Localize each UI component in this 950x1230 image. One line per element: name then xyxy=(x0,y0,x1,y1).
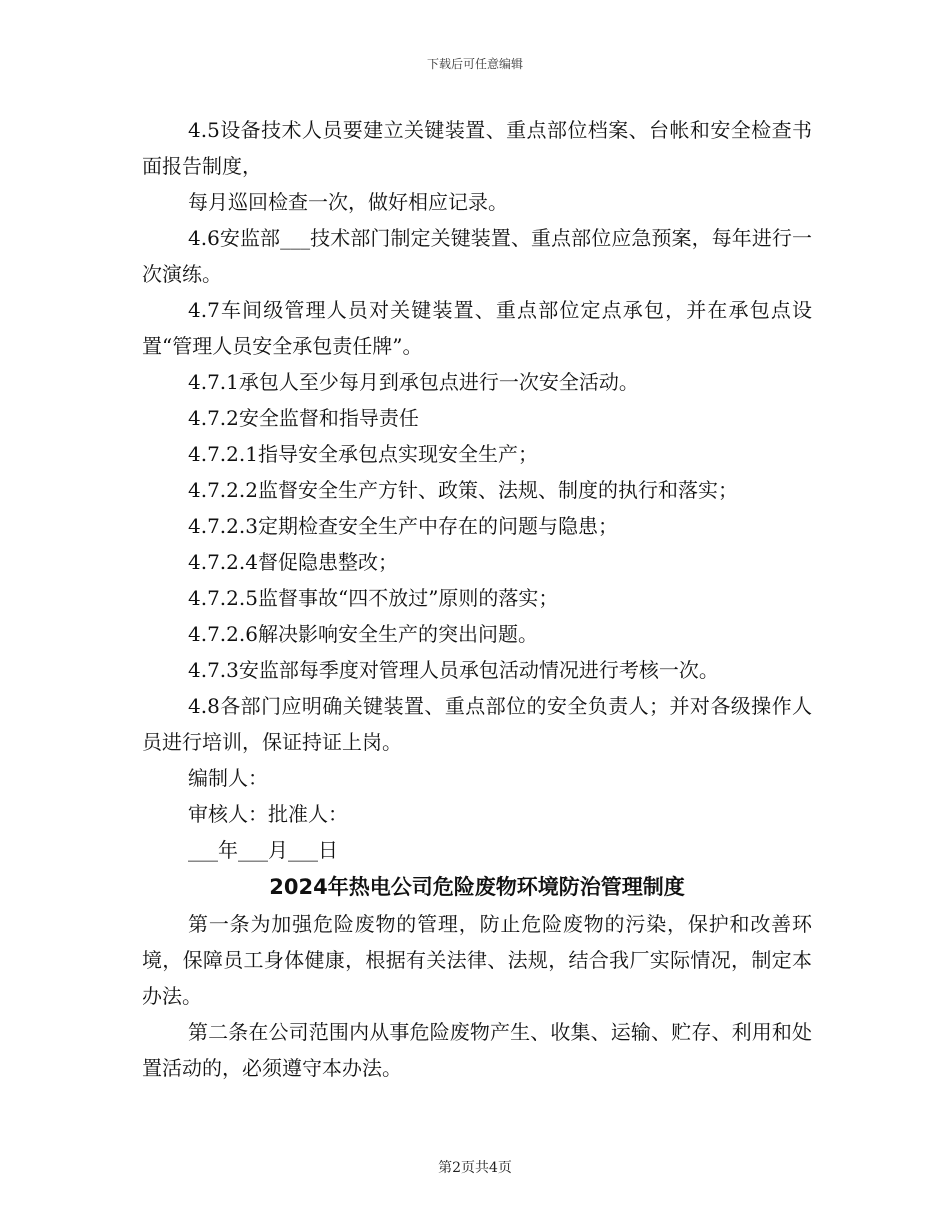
paragraph-4-6: 4.6安监部___技术部门制定关键装置、重点部位应急预案，每年进行一次演练。 xyxy=(142,226,812,286)
date-line: ___年___月___日 xyxy=(188,838,338,862)
paragraph-4-7-2-3: 4.7.2.3定期检查安全生产中存在的问题与隐患； xyxy=(188,514,618,538)
paragraph-4-7-3: 4.7.3安监部每季度对管理人员承包活动情况进行考核一次。 xyxy=(188,658,719,682)
paragraph-4-5: 4.5设备技术人员要建立关键装置、重点部位档案、台帐和安全检查书面报告制度， xyxy=(142,118,812,178)
paragraph-4-7: 4.7车间级管理人员对关键装置、重点部位定点承包，并在承包点设置“管理人员安全承包责任牌”。 xyxy=(142,298,812,358)
paragraph-4-7-2-4: 4.7.2.4督促隐患整改； xyxy=(188,550,398,574)
article-2: 第二条在公司范围内从事危险废物产生、收集、运输、贮存、利用和处置活动的，必须遵守本办法。 xyxy=(142,1020,812,1080)
paragraph-4-7-2-6: 4.7.2.6解决影响安全生产的突出问题。 xyxy=(188,622,538,646)
paragraph-4-7-2: 4.7.2安全监督和指导责任 xyxy=(188,406,419,430)
article-1: 第一条为加强危险废物的管理，防止危险废物的污染，保护和改善环境，保障员工身体健康，根据有关法律、法规，结合我厂实际情况，制定本办法。 xyxy=(142,912,812,1008)
page-footer: 第2页共4页 xyxy=(438,1160,512,1176)
page-header: 下载后可任意编辑 xyxy=(426,57,523,71)
review-approve-line: 审核人：批准人： xyxy=(188,802,348,826)
paragraph-4-8: 4.8各部门应明确关键装置、重点部位的安全负责人；并对各级操作人员进行培训，保证持证上岗。 xyxy=(142,694,812,754)
paragraph-4-7-2-1: 4.7.2.1指导安全承包点实现安全生产； xyxy=(188,442,538,466)
section-title: 2024年热电公司危险废物环境防治管理制度 xyxy=(269,875,685,899)
document-body xyxy=(142,112,812,1086)
paragraph-monthly-inspection: 每月巡回检查一次，做好相应记录。 xyxy=(188,190,508,214)
paragraph-4-7-2-2: 4.7.2.2监督安全生产方针、政策、法规、制度的执行和落实； xyxy=(188,478,738,502)
paragraph-4-7-2-5: 4.7.2.5监督事故“四不放过”原则的落实； xyxy=(188,586,559,610)
paragraph-4-7-1: 4.7.1承包人至少每月到承包点进行一次安全活动。 xyxy=(188,370,639,394)
prepared-by-line: 编制人： xyxy=(188,766,268,790)
